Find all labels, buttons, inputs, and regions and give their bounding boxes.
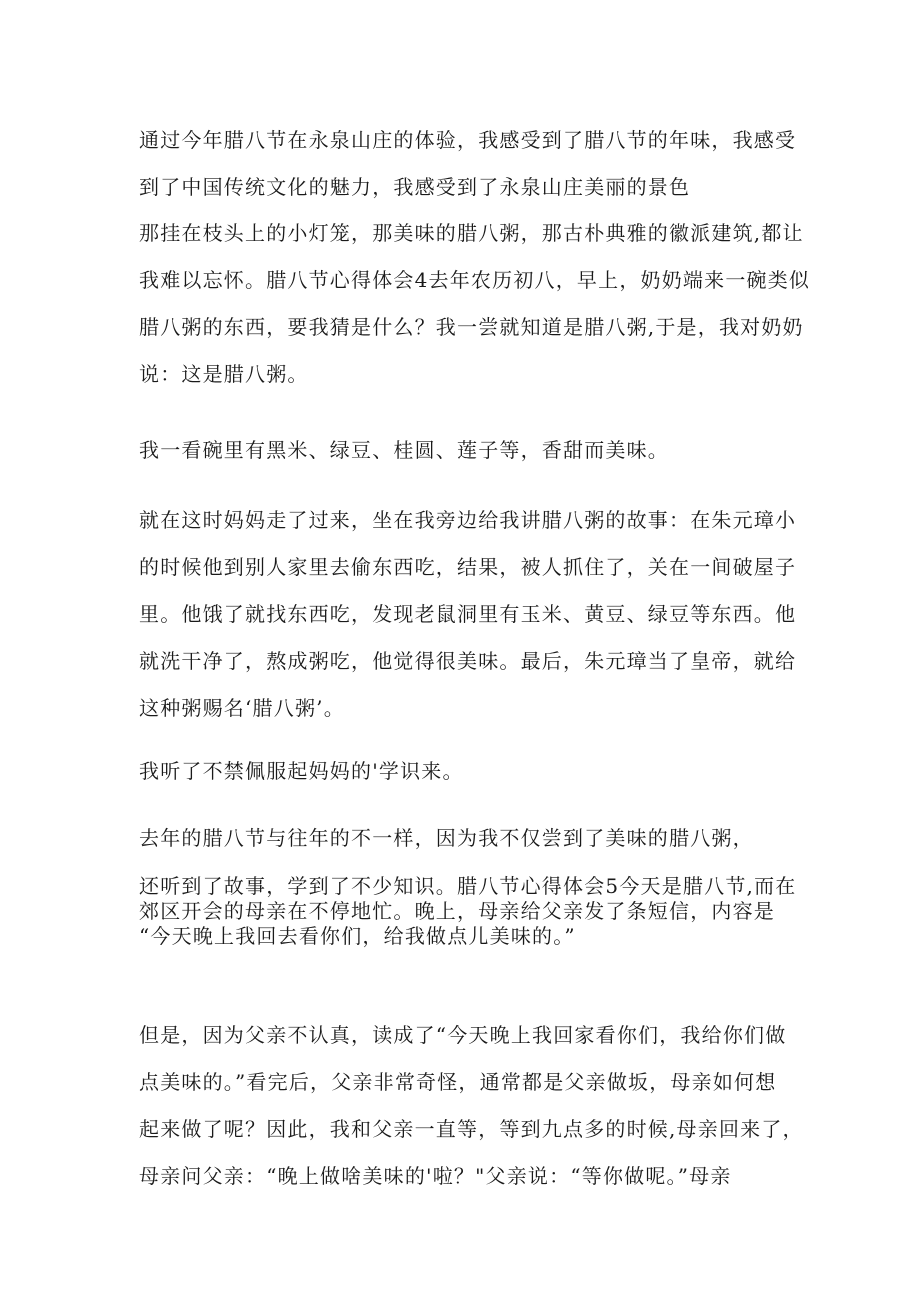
text-line: “今天晚上我回去看你们，给我做点儿美味的。” <box>139 924 576 948</box>
text-line: 到了中国传统文化的魅力，我感受到了永泉山庄美丽的景色 <box>139 175 691 199</box>
text-line: 我难以忘怀。腊八节心得体会4去年农历初八，早上，奶奶端来一碗类似 <box>139 268 811 292</box>
text-line: 就在这时妈妈走了过来，坐在我旁边给我讲腊八粥的故事：在朱元璋小 <box>139 508 797 532</box>
paragraph-2 <box>139 210 811 398</box>
text-line: 里。他饿了就找东西吃，发现老鼠洞里有玉米、黄豆、绿豆等东西。他 <box>139 602 797 626</box>
text-line: 腊八粥的东西，要我猜是什么？我一尝就知道是腊八粥,于是，我对奶奶 <box>139 315 804 339</box>
paragraph-6 <box>139 823 779 853</box>
text-line: 母亲问父亲：“晚上做啥美味的'啦？"父亲说：“等你做呢。”母亲 <box>139 1164 732 1188</box>
paragraph-5 <box>139 756 779 786</box>
paragraph-1 <box>139 117 797 211</box>
text-line: 去年的腊八节与往年的不一样，因为我不仅尝到了美味的腊八粥， <box>139 826 754 850</box>
text-line: 我一看碗里有黑米、绿豆、桂圆、莲子等，香甜而美味。 <box>139 438 669 462</box>
text-line: 那挂在枝头上的小灯笼，那美味的腊八粥，那古朴典雅的徽派建筑,都让 <box>139 221 804 245</box>
text-line: 的时候他到别人家里去偷东西吃，结果，被人抓住了，关在一间破屋子 <box>139 555 797 579</box>
text-line: 说：这是腊八粥。 <box>139 362 309 386</box>
paragraph-4 <box>139 497 797 732</box>
text-line: 但是，因为父亲不认真，读成了“今天晚上我回家看你们，我给你们做 <box>139 1023 787 1047</box>
text-line: 点美味的。”看完后，父亲非常奇怪，通常都是父亲做坂，母亲如何想 <box>139 1070 777 1094</box>
paragraph-8 <box>139 1012 804 1200</box>
text-line: 起来做了呢？因此，我和父亲一直等，等到九点多的时候,母亲回来了， <box>139 1117 804 1141</box>
text-line: 还听到了故事，学到了不少知识。腊八节心得体会5今天是腊八节,而在 <box>139 874 797 898</box>
text-line: 郊区开会的母亲在不停地忙。晚上，母亲给父亲发了条短信，内容是 <box>139 899 775 923</box>
text-line: 这种粥赐名‘腊八粥’。 <box>139 696 345 720</box>
paragraph-3 <box>139 435 779 465</box>
text-line: 就洗干净了，熬成粥吃，他觉得很美味。最后，朱元璋当了皇帝，就给 <box>139 649 797 673</box>
text-line: 通过今年腊八节在永泉山庄的体验，我感受到了腊八节的年味，我感受 <box>139 128 797 152</box>
text-line: 我听了不禁佩服起妈妈的'学识来。 <box>139 759 464 783</box>
paragraph-7 <box>139 874 797 949</box>
